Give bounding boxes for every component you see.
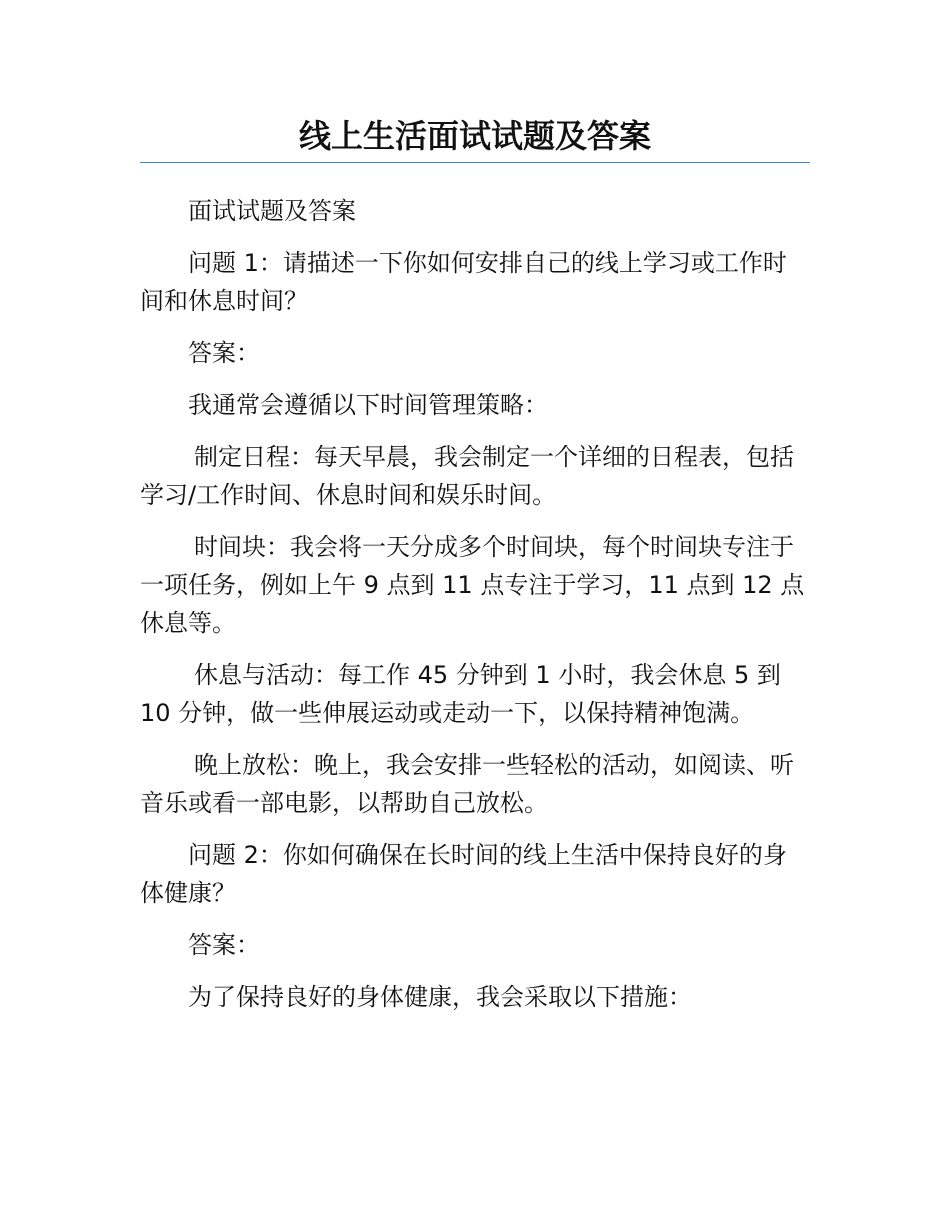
- title-divider: [140, 162, 810, 163]
- answer-intro-1: 我通常会遵循以下时间管理策略：: [188, 391, 548, 419]
- question-1: 问题 1：请描述一下你如何安排自己的线上学习或工作时间和休息时间？: [140, 249, 787, 315]
- question-2: 问题 2：你如何确保在长时间的线上生活中保持良好的身体健康？: [140, 841, 787, 907]
- document-body: [140, 192, 810, 1030]
- answer-item-time-blocks: 时间块：我会将一天分成多个时间块，每个时间块专注于一项任务，例如上午 9 点到 11 点专注于学习，11 点到 12 点休息等。: [140, 533, 805, 637]
- answer-item-rest: 休息与活动：每工作 45 分钟到 1 小时，我会休息 5 到 10 分钟，做一些伸展运动或走动一下，以保持精神饱满。: [140, 661, 781, 727]
- answer-label-2: 答案：: [188, 931, 260, 959]
- section-heading: 面试试题及答案: [188, 197, 356, 225]
- answer-item-evening: 晚上放松：晚上，我会安排一些轻松的活动，如阅读、听音乐或看一部电影，以帮助自己放松。: [140, 751, 794, 817]
- answer-item-schedule: 制定日程：每天早晨，我会制定一个详细的日程表，包括学习/工作时间、休息时间和娱乐时间。: [140, 443, 794, 509]
- answer-intro-2: 为了保持良好的身体健康，我会采取以下措施：: [188, 983, 692, 1011]
- document-title: 线上生活面试试题及答案: [298, 117, 651, 155]
- answer-label-1: 答案：: [188, 339, 260, 367]
